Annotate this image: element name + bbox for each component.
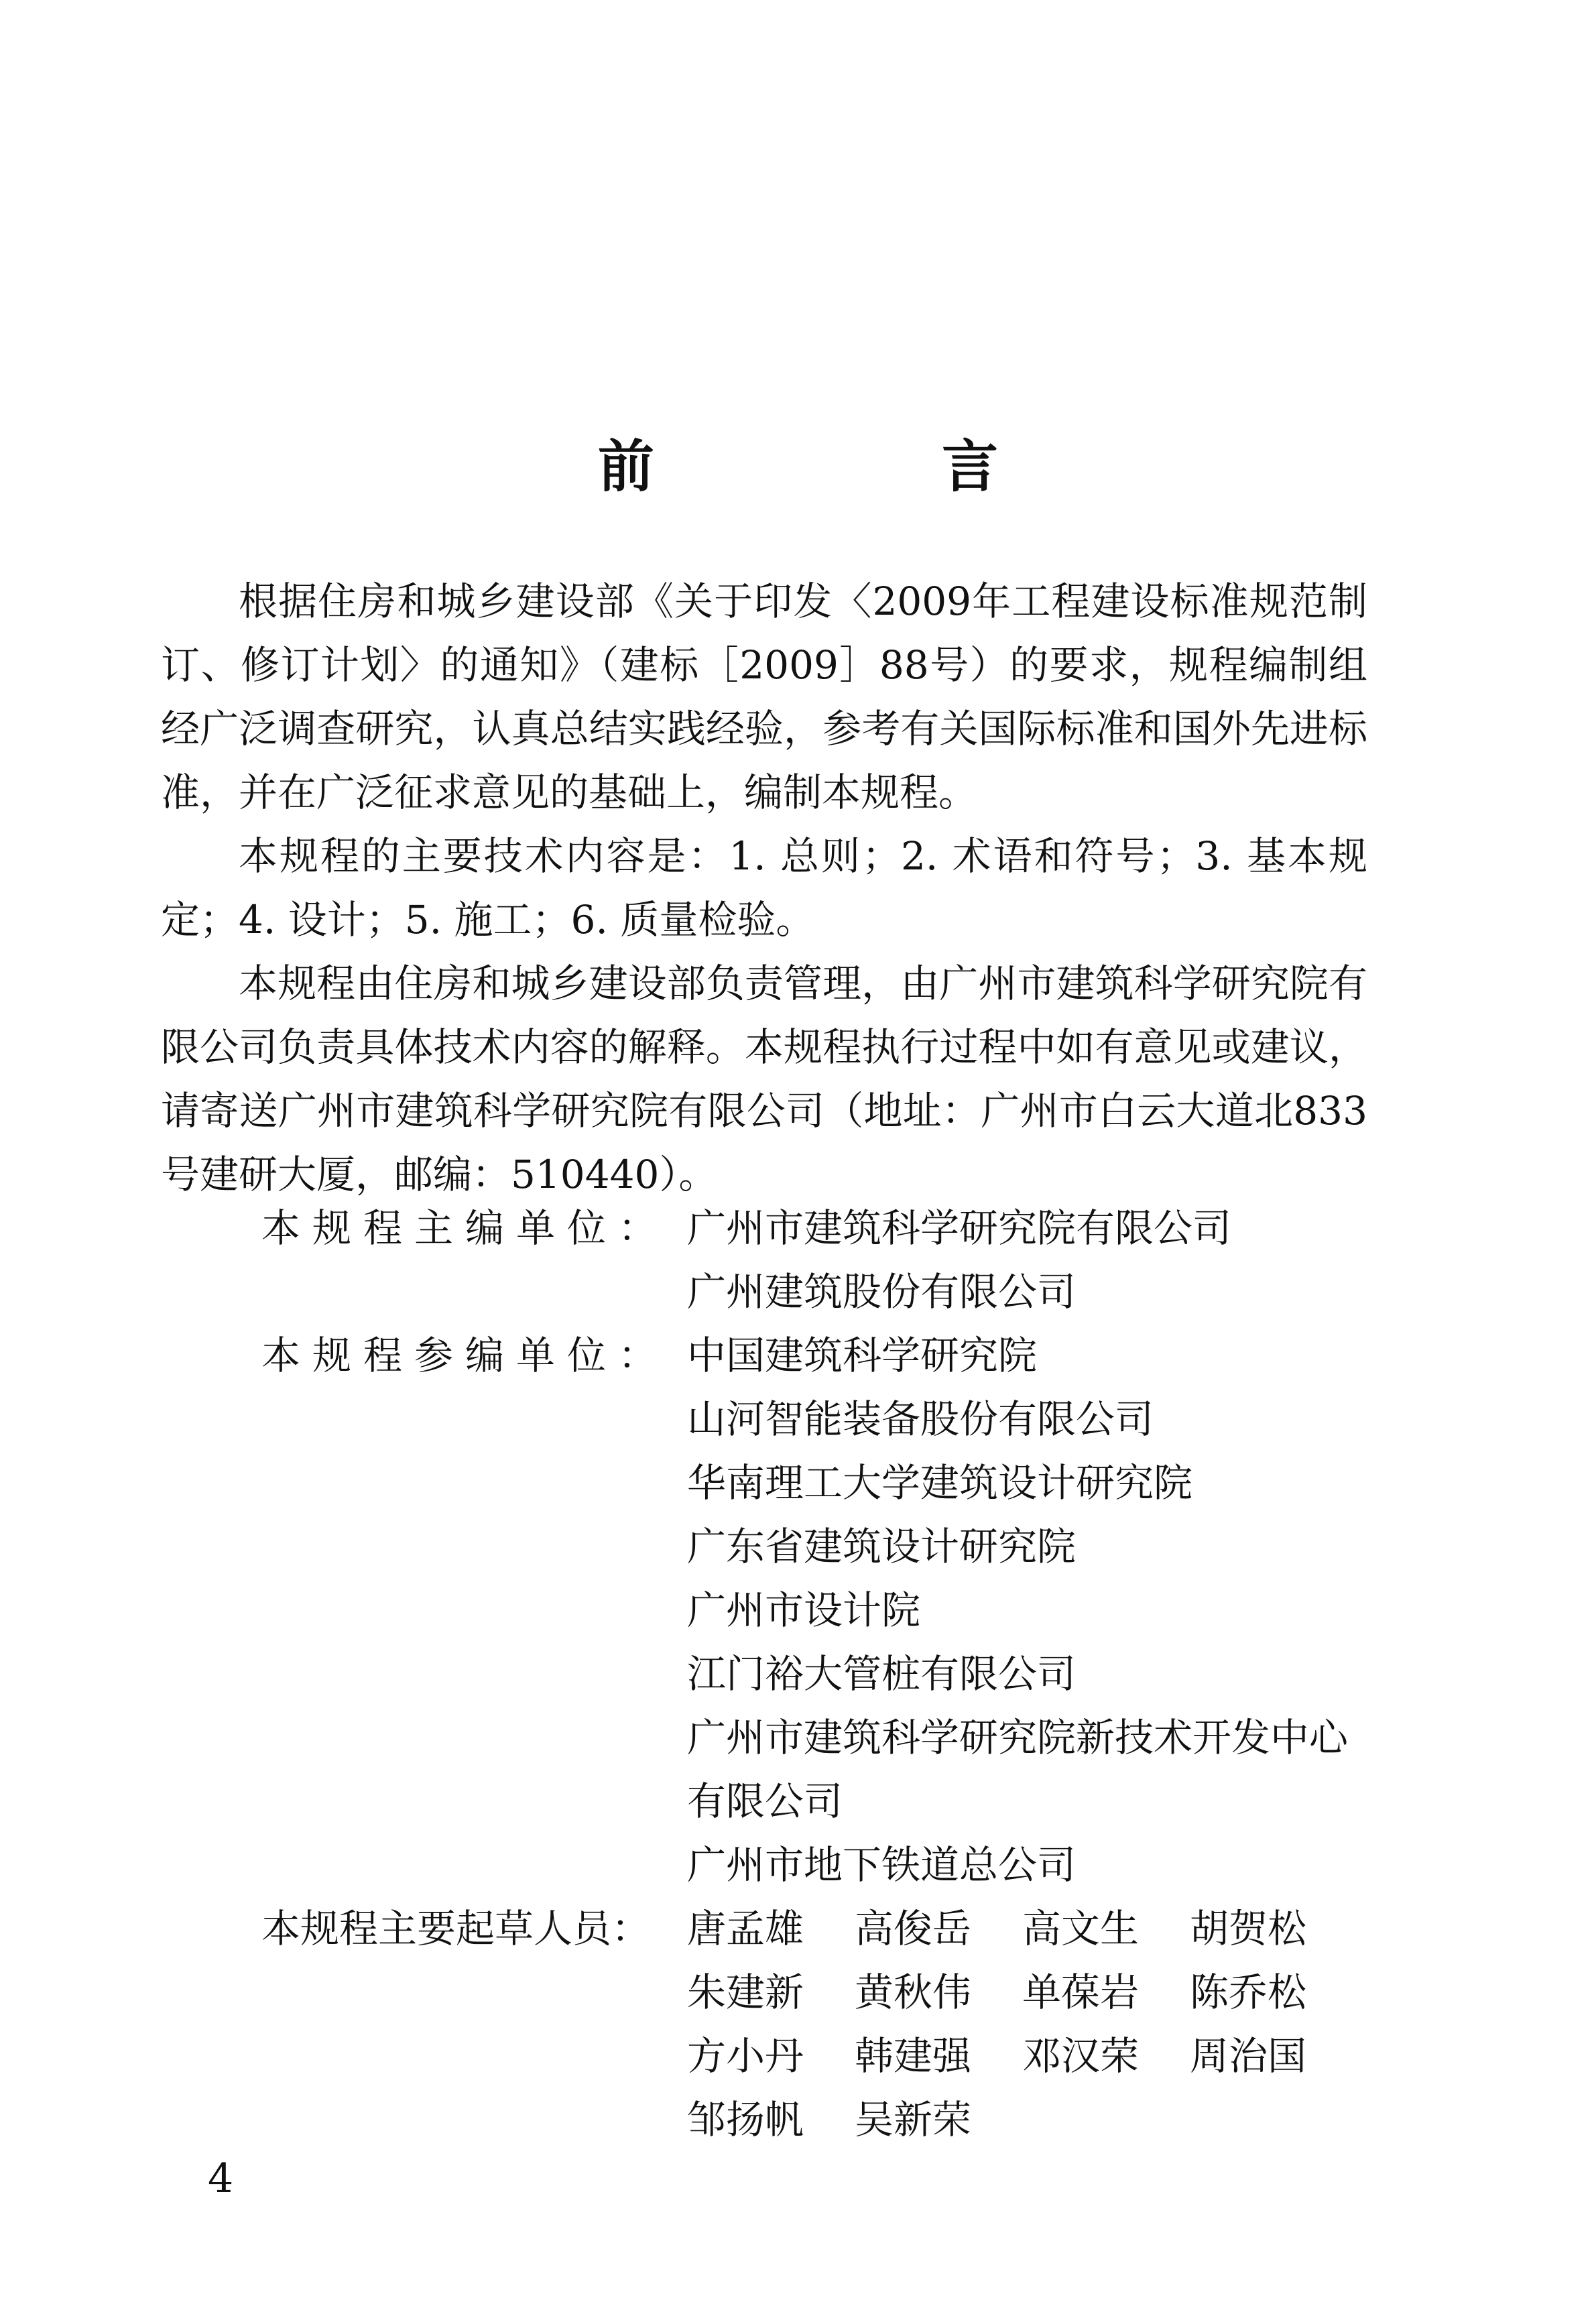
participating-unit-item: 江门裕大管桩有限公司 bbox=[687, 1651, 1077, 1697]
drafters-label: 本规程主要起草人员： bbox=[261, 1906, 651, 1951]
preface-paragraph-1: 根据住房和城乡建设部《关于印发〈2009年工程建设标准规范制订、修订计划〉的通知》（建标［2009］88号）的要求，规程编制组经广泛调查研究，认真总结实践经验，参考有关国际标准和国外先进标准，并在广泛征求意见的基础上，编制本规程。 bbox=[161, 579, 1367, 815]
drafter-name: 高俊岳 bbox=[855, 1906, 972, 1951]
drafter-name: 黄秋伟 bbox=[855, 1969, 972, 2015]
preface-body bbox=[161, 570, 1367, 1207]
participating-unit-item: 广东省建筑设计研究院 bbox=[687, 1524, 1077, 1569]
page-title: 前 言 bbox=[597, 433, 1133, 500]
drafter-name: 邓汉荣 bbox=[1022, 2033, 1140, 2079]
chief-unit-item: 广州市建筑科学研究院有限公司 bbox=[687, 1205, 1232, 1251]
participating-unit-item: 广州市建筑科学研究院新技术开发中心有限公司 bbox=[687, 1715, 1349, 1824]
participating-unit-item: 中国建筑科学研究院 bbox=[687, 1333, 1038, 1378]
drafter-name: 胡贺松 bbox=[1190, 1906, 1307, 1951]
drafter-name: 单葆岩 bbox=[1022, 1969, 1140, 2015]
drafters-list bbox=[687, 1897, 1357, 2152]
drafter-name: 方小丹 bbox=[687, 2033, 804, 2079]
preface-paragraph-2: 本规程的主要技术内容是：1. 总则；2. 术语和符号；3. 基本规定；4. 设计；5. 施工；6. 质量检验。 bbox=[161, 833, 1367, 943]
drafter-name: 邹扬帆 bbox=[687, 2097, 804, 2142]
participating-unit-item: 华南理工大学建筑设计研究院 bbox=[687, 1460, 1193, 1506]
chief-unit-item: 广州建筑股份有限公司 bbox=[687, 1269, 1077, 1315]
drafter-name: 周治国 bbox=[1190, 2033, 1307, 2079]
drafter-name: 朱建新 bbox=[687, 1969, 804, 2015]
drafter-name: 陈乔松 bbox=[1190, 1969, 1307, 2015]
credits-section bbox=[161, 1197, 1367, 2152]
chief-units-block bbox=[161, 1197, 1367, 1324]
participating-units-block bbox=[161, 1324, 1367, 1897]
drafter-name: 韩建强 bbox=[855, 2033, 972, 2079]
drafters-block bbox=[161, 1897, 1367, 2152]
participating-unit-item: 山河智能装备股份有限公司 bbox=[687, 1396, 1154, 1442]
participating-units-label: 本规程参编单位： bbox=[261, 1333, 670, 1378]
participating-units-list bbox=[687, 1324, 1367, 1897]
participating-unit-item: 广州市设计院 bbox=[687, 1587, 921, 1633]
drafter-name: 唐孟雄 bbox=[687, 1906, 804, 1951]
chief-units-label: 本规程主编单位： bbox=[261, 1205, 670, 1251]
chief-units-list bbox=[687, 1197, 1367, 1324]
participating-unit-item: 广州市地下铁道总公司 bbox=[687, 1842, 1077, 1888]
page-number: 4 bbox=[208, 2155, 234, 2202]
preface-paragraph-3: 本规程由住房和城乡建设部负责管理，由广州市建筑科学研究院有限公司负责具体技术内容的解释。本规程执行过程中如有意见或建议，请寄送广州市建筑科学研究院有限公司（地址：广州市白云大道北833号建研大厦，邮编：510440）。 bbox=[161, 961, 1367, 1197]
drafter-name: 吴新荣 bbox=[855, 2097, 972, 2142]
drafter-name: 高文生 bbox=[1022, 1906, 1140, 1951]
